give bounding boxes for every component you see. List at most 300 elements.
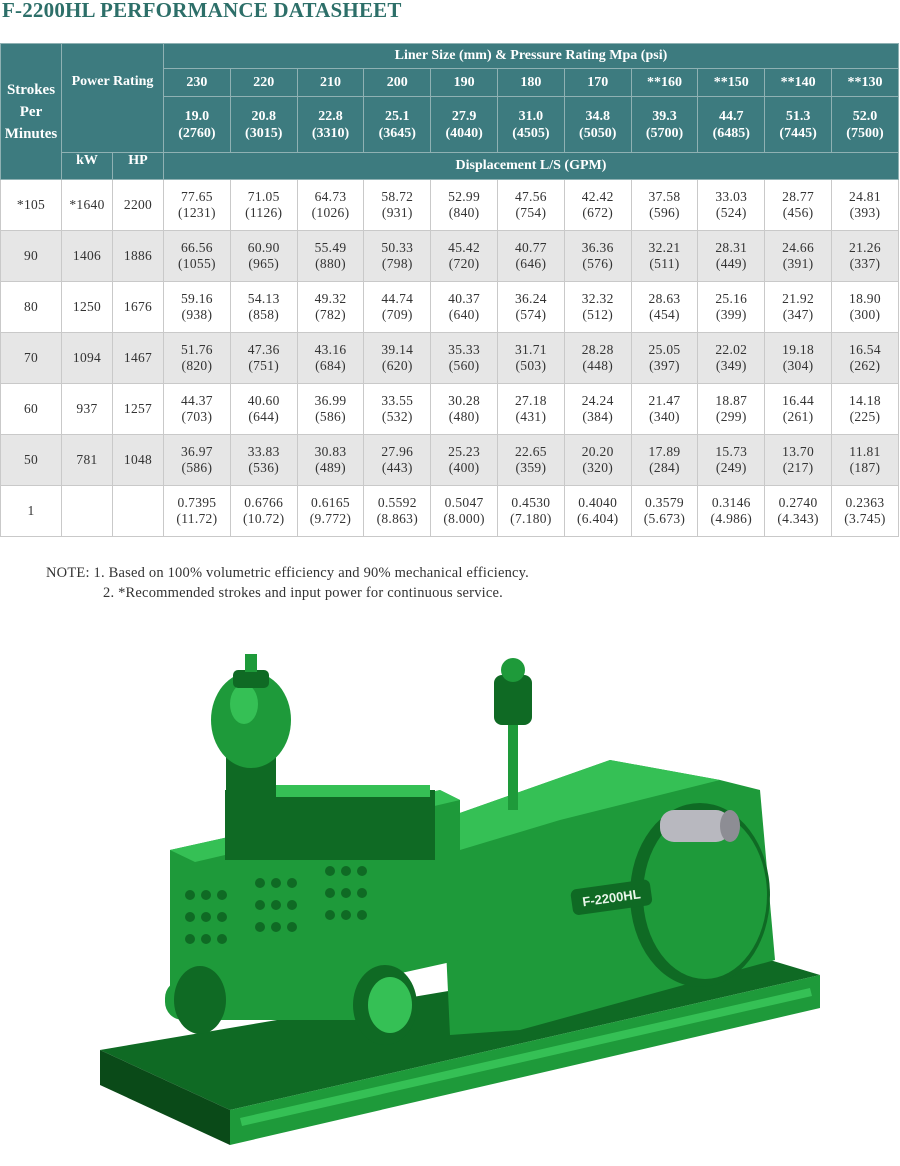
pressure-mpa: 44.7 (719, 108, 744, 124)
page-title: F-2200HL PERFORMANCE DATASHEET (2, 0, 402, 22)
flange-bolt (185, 934, 195, 944)
displacement-cell (831, 384, 898, 435)
displacement-lps: 19.18 (782, 342, 815, 357)
displacement-gpm: (284) (649, 460, 680, 475)
displacement-lps: 36.24 (514, 291, 547, 306)
pressure-mpa: 39.3 (652, 108, 677, 124)
displacement-gpm: (1231) (178, 205, 216, 220)
flange-bolt (341, 910, 351, 920)
displacement-gpm: (672) (582, 205, 614, 220)
displacement-cell (698, 384, 765, 435)
dampener-valve (245, 654, 257, 672)
displacement-cell (164, 180, 231, 231)
displacement-gpm: (347) (782, 307, 814, 322)
displacement-gpm: (644) (248, 409, 280, 424)
displacement-gpm: (397) (649, 358, 680, 373)
displacement-cell (698, 435, 765, 486)
displacement-cell (230, 180, 297, 231)
displacement-lps: 44.37 (180, 393, 213, 408)
displacement-lps: 18.87 (715, 393, 748, 408)
displacement-cell (364, 180, 431, 231)
displacement-lps: 43.16 (314, 342, 347, 357)
displacement-lps: 0.6766 (244, 495, 284, 510)
displacement-gpm: (524) (715, 205, 747, 220)
displacement-lps: 24.66 (782, 240, 815, 255)
displacement-lps: 54.13 (247, 291, 280, 306)
notes (46, 563, 529, 603)
displacement-gpm: (503) (515, 358, 547, 373)
displacement-cell (698, 486, 765, 537)
flange-bolt (357, 866, 367, 876)
displacement-gpm: (4.343) (777, 511, 819, 526)
displacement-gpm: (536) (248, 460, 280, 475)
flange-bolt (255, 900, 265, 910)
displacement-cell (431, 435, 498, 486)
displacement-gpm: (576) (582, 256, 614, 271)
liner-size-4: 190 (431, 69, 498, 97)
displacement-cell (431, 486, 498, 537)
displacement-gpm: (754) (515, 205, 547, 220)
displacement-gpm: (684) (315, 358, 346, 373)
displacement-cell (564, 384, 631, 435)
row-kw (62, 486, 113, 537)
displacement-gpm: (532) (381, 409, 413, 424)
note-1: NOTE: 1. Based on 100% volumetric efficiency and 90% mechanical efficiency. (46, 565, 529, 581)
displacement-gpm: (586) (181, 460, 213, 475)
displacement-cell (765, 180, 832, 231)
displacement-lps: 0.3146 (711, 495, 751, 510)
displacement-gpm: (511) (649, 256, 680, 271)
dampener-top-flange (233, 670, 269, 688)
flange-bolt (217, 912, 227, 922)
displacement-gpm: (8.863) (376, 511, 419, 526)
displacement-lps: 0.2740 (778, 495, 818, 510)
displacement-gpm: (9.772) (309, 511, 352, 526)
row-kw: 1094 (62, 333, 113, 384)
displacement-cell (364, 384, 431, 435)
displacement-cell (498, 282, 565, 333)
displacement-gpm: (574) (515, 307, 547, 322)
displacement-cell (631, 333, 698, 384)
displacement-cell (831, 231, 898, 282)
displacement-gpm: (262) (849, 358, 881, 373)
displacement-lps: 36.99 (314, 393, 347, 408)
liner-size-7: **160 (631, 69, 698, 97)
displacement-lps: 47.56 (514, 189, 547, 204)
displacement-gpm: (384) (582, 409, 614, 424)
displacement-cell (564, 180, 631, 231)
pressure-rating-7 (631, 97, 698, 153)
displacement-cell (564, 282, 631, 333)
row-hp (113, 486, 164, 537)
flange-bolt (201, 912, 211, 922)
pressure-rating-1 (230, 97, 297, 153)
flange-bolt (255, 922, 265, 932)
displacement-lps: 32.21 (648, 240, 681, 255)
displacement-lps: 14.18 (849, 393, 881, 408)
displacement-lps: 22.02 (715, 342, 748, 357)
displacement-lps: 31.71 (514, 342, 547, 357)
table-row (1, 384, 899, 435)
row-hp: 1676 (113, 282, 164, 333)
displacement-lps: 36.97 (180, 444, 213, 459)
displacement-lps: 71.05 (247, 189, 280, 204)
pinion-shaft-end (720, 810, 740, 842)
displacement-lps: 42.42 (581, 189, 614, 204)
displacement-cell (364, 486, 431, 537)
pressure-psi: (5700) (645, 125, 684, 141)
displacement-cell (498, 231, 565, 282)
pressure-psi: (4040) (445, 125, 483, 141)
displacement-lps: 28.63 (648, 291, 681, 306)
displacement-gpm: (6.404) (576, 511, 619, 526)
displacement-cell (631, 180, 698, 231)
performance-table (0, 43, 899, 537)
row-kw: 1250 (62, 282, 113, 333)
row-hp: 2200 (113, 180, 164, 231)
displacement-gpm: (7.180) (510, 511, 552, 526)
displacement-gpm: (965) (248, 256, 280, 271)
liner-size-9: **140 (765, 69, 832, 97)
liner-size-0: 230 (164, 69, 231, 97)
flange-bolt (271, 900, 281, 910)
spm-header (1, 44, 62, 180)
displacement-cell (564, 435, 631, 486)
displacement-lps: 24.81 (849, 189, 881, 204)
displacement-lps: 47.36 (247, 342, 280, 357)
displacement-cell (765, 486, 832, 537)
displacement-gpm: (8.000) (443, 511, 485, 526)
displacement-lps: 33.03 (715, 189, 748, 204)
flange-bolt (271, 922, 281, 932)
displacement-lps: 39.14 (381, 342, 414, 357)
row-hp: 1467 (113, 333, 164, 384)
pressure-mpa: 27.9 (451, 108, 477, 124)
dampener-highlight (230, 684, 258, 724)
displacement-gpm: (1026) (311, 205, 350, 220)
flange-bolt (325, 866, 335, 876)
displacement-lps: 16.44 (782, 393, 815, 408)
data-rows (1, 180, 899, 537)
displacement-cell (364, 282, 431, 333)
displacement-cell (631, 486, 698, 537)
displacement-lps: 25.16 (715, 291, 748, 306)
pressure-rating-9 (765, 97, 832, 153)
displacement-cell (831, 180, 898, 231)
displacement-gpm: (560) (448, 358, 480, 373)
hp-header: HP (113, 153, 164, 180)
displacement-lps: 27.96 (381, 444, 414, 459)
strainer-cap (501, 658, 525, 682)
pressure-rating-2 (297, 97, 364, 153)
displacement-cell (765, 435, 832, 486)
displacement-lps: 33.55 (381, 393, 414, 408)
displacement-gpm: (4.986) (710, 511, 753, 526)
displacement-gpm: (703) (181, 409, 213, 424)
displacement-cell (297, 333, 364, 384)
displacement-lps: 33.83 (247, 444, 280, 459)
displacement-lps: 60.90 (247, 240, 280, 255)
kw-header: kW (62, 153, 113, 180)
displacement-cell (230, 486, 297, 537)
pressure-rating-4 (431, 97, 498, 153)
displacement-lps: 28.28 (581, 342, 614, 357)
flange-bolt (255, 878, 265, 888)
displacement-cell (297, 231, 364, 282)
displacement-lps: 36.36 (581, 240, 614, 255)
displacement-gpm: (261) (782, 409, 814, 424)
displacement-cell (297, 435, 364, 486)
flange-bolt (357, 888, 367, 898)
displacement-lps: 13.70 (782, 444, 815, 459)
flange-bolt (357, 910, 367, 920)
displacement-lps: 27.18 (514, 393, 547, 408)
displacement-cell (498, 486, 565, 537)
flange-bolt (185, 912, 195, 922)
displacement-cell (164, 333, 231, 384)
displacement-gpm: (10.72) (242, 511, 285, 526)
strainer-cross (494, 675, 532, 725)
displacement-cell (164, 384, 231, 435)
displacement-cell (297, 384, 364, 435)
displacement-lps: 20.20 (581, 444, 614, 459)
displacement-gpm: (11.72) (176, 511, 218, 526)
displacement-lps: 66.56 (180, 240, 213, 255)
displacement-gpm: (299) (715, 409, 747, 424)
liner-size-1: 220 (230, 69, 297, 97)
displacement-lps: 21.47 (648, 393, 681, 408)
displacement-lps: 18.90 (849, 291, 881, 306)
displacement-lps: 37.58 (648, 189, 681, 204)
pressure-mpa: 31.0 (518, 108, 544, 124)
displacement-lps: 77.65 (180, 189, 213, 204)
flange-bolt (271, 878, 281, 888)
displacement-lps: 45.42 (448, 240, 481, 255)
pressure-psi: (4505) (512, 125, 550, 141)
row-kw: 1406 (62, 231, 113, 282)
flange-bolt (201, 934, 211, 944)
table-row (1, 333, 899, 384)
displacement-gpm: (400) (448, 460, 480, 475)
pressure-psi: (3310) (311, 125, 350, 141)
displacement-gpm: (449) (715, 256, 747, 271)
pressure-psi: (3645) (378, 125, 416, 141)
flange-bolt (287, 900, 297, 910)
pressure-rating-8 (698, 97, 765, 153)
pressure-mpa: 52.0 (852, 108, 878, 124)
liner-size-8: **150 (698, 69, 765, 97)
displacement-gpm: (359) (515, 460, 547, 475)
pressure-rating-5 (498, 97, 565, 153)
displacement-gpm: (720) (448, 256, 480, 271)
displacement-gpm: (512) (582, 307, 614, 322)
displacement-gpm: (3.745) (844, 511, 886, 526)
row-kw: 937 (62, 384, 113, 435)
displacement-cell (831, 486, 898, 537)
displacement-lps: 0.5592 (377, 495, 417, 510)
displacement-gpm: (1055) (178, 256, 216, 271)
displacement-lps: 55.49 (314, 240, 347, 255)
displacement-cell (831, 333, 898, 384)
pressure-mpa: 20.8 (251, 108, 276, 124)
row-kw: *1640 (62, 180, 113, 231)
displacement-gpm: (337) (849, 256, 881, 271)
displacement-cell (698, 282, 765, 333)
displacement-gpm: (858) (248, 307, 280, 322)
liner-header: Liner Size (mm) & Pressure Rating Mpa (psi) (164, 44, 899, 69)
displacement-cell (297, 180, 364, 231)
displacement-gpm: (1126) (245, 205, 283, 220)
displacement-lps: 17.89 (648, 444, 681, 459)
nameplate-text: F-2200HL (581, 886, 642, 910)
liner-size-5: 180 (498, 69, 565, 97)
displacement-lps: 40.77 (514, 240, 547, 255)
displacement-lps: 15.73 (715, 444, 748, 459)
displacement-lps: 21.26 (849, 240, 881, 255)
flange-bolt (325, 910, 335, 920)
displacement-gpm: (320) (582, 460, 614, 475)
row-spm: 80 (1, 282, 62, 333)
liner-size-10: **130 (831, 69, 898, 97)
pressure-psi: (5050) (579, 125, 617, 141)
displacement-lps: 59.16 (180, 291, 213, 306)
displacement-cell (564, 231, 631, 282)
displacement-lps: 30.28 (448, 393, 481, 408)
displacement-lps: 25.23 (448, 444, 481, 459)
displacement-gpm: (249) (715, 460, 747, 475)
strainer-pipe (508, 720, 518, 810)
pressure-mpa: 22.8 (318, 108, 343, 124)
displacement-gpm: (399) (715, 307, 747, 322)
displacement-cell (631, 231, 698, 282)
pinion-shaft (660, 810, 730, 842)
displacement-lps: 35.33 (448, 342, 481, 357)
liner-size-2: 210 (297, 69, 364, 97)
displacement-lps: 16.54 (849, 342, 881, 357)
displacement-lps: 44.74 (381, 291, 414, 306)
displacement-lps: 51.76 (180, 342, 213, 357)
displacement-lps: 24.24 (581, 393, 614, 408)
displacement-gpm: (448) (582, 358, 614, 373)
displacement-gpm: (840) (448, 205, 480, 220)
row-hp: 1257 (113, 384, 164, 435)
pressure-mpa: 19.0 (184, 108, 210, 124)
displacement-lps: 64.73 (314, 189, 347, 204)
displacement-lps: 0.3579 (645, 495, 684, 510)
displacement-cell (765, 333, 832, 384)
pump-photo (0, 640, 900, 1166)
displacement-gpm: (393) (849, 205, 881, 220)
displacement-lps: 11.81 (849, 444, 881, 459)
displacement-cell (431, 180, 498, 231)
row-spm: *105 (1, 180, 62, 231)
displacement-gpm: (304) (782, 358, 814, 373)
displacement-cell (230, 333, 297, 384)
displacement-cell (230, 384, 297, 435)
displacement-cell (230, 231, 297, 282)
displacement-cell (364, 231, 431, 282)
displacement-cell (230, 282, 297, 333)
displacement-gpm: (820) (181, 358, 213, 373)
displacement-cell (564, 333, 631, 384)
displacement-gpm: (456) (782, 205, 814, 220)
displacement-gpm: (5.673) (643, 511, 686, 526)
displacement-gpm: (225) (849, 409, 881, 424)
row-spm: 50 (1, 435, 62, 486)
displacement-cell (164, 231, 231, 282)
displacement-cell (297, 486, 364, 537)
flange-bolt (201, 890, 211, 900)
displacement-gpm: (480) (448, 409, 480, 424)
displacement-cell (564, 486, 631, 537)
displacement-lps: 0.4530 (511, 495, 551, 510)
pressure-mpa: 25.1 (385, 108, 410, 124)
displacement-cell (431, 282, 498, 333)
displacement-gpm: (217) (782, 460, 814, 475)
manifold-flange-left (174, 966, 226, 1034)
row-hp: 1048 (113, 435, 164, 486)
displacement-cell (364, 435, 431, 486)
displacement-lps: 52.99 (448, 189, 481, 204)
displacement-cell (498, 435, 565, 486)
flange-bolt (185, 890, 195, 900)
pressure-rating-3 (364, 97, 431, 153)
pressure-psi: (6485) (712, 125, 750, 141)
spm-header-text: Strokes Per Minutes (4, 81, 58, 142)
displacement-lps: 0.2363 (845, 495, 885, 510)
displacement-cell (765, 282, 832, 333)
displacement-cell (698, 333, 765, 384)
displacement-cell (831, 435, 898, 486)
displacement-cell (698, 231, 765, 282)
displacement-header: Displacement L/S (GPM) (164, 153, 899, 180)
displacement-lps: 32.32 (581, 291, 614, 306)
displacement-gpm: (751) (248, 358, 280, 373)
pressure-rating-0 (164, 97, 231, 153)
manifold-flange-face (368, 977, 412, 1033)
note-2: 2. *Recommended strokes and input power for continuous service. (103, 585, 503, 601)
displacement-lps: 22.65 (514, 444, 547, 459)
displacement-lps: 28.31 (715, 240, 748, 255)
displacement-gpm: (931) (381, 205, 413, 220)
displacement-lps: 0.7395 (177, 495, 217, 510)
displacement-gpm: (938) (181, 307, 213, 322)
pressure-mpa: 34.8 (585, 108, 610, 124)
displacement-cell (164, 486, 231, 537)
table-row (1, 486, 899, 537)
table-row (1, 282, 899, 333)
pressure-psi: (3015) (245, 125, 283, 141)
displacement-cell (431, 231, 498, 282)
liner-size-6: 170 (564, 69, 631, 97)
displacement-gpm: (782) (315, 307, 346, 322)
table-row (1, 180, 899, 231)
pressure-psi: (7445) (779, 125, 817, 141)
displacement-cell (364, 333, 431, 384)
displacement-lps: 40.60 (247, 393, 280, 408)
displacement-cell (765, 231, 832, 282)
displacement-lps: 0.6165 (311, 495, 350, 510)
displacement-gpm: (646) (515, 256, 547, 271)
displacement-lps: 21.92 (782, 291, 815, 306)
displacement-cell (698, 180, 765, 231)
displacement-gpm: (349) (715, 358, 747, 373)
displacement-gpm: (187) (849, 460, 881, 475)
pressure-psi: (7500) (846, 125, 884, 141)
displacement-gpm: (300) (849, 307, 881, 322)
displacement-cell (498, 333, 565, 384)
row-hp: 1886 (113, 231, 164, 282)
